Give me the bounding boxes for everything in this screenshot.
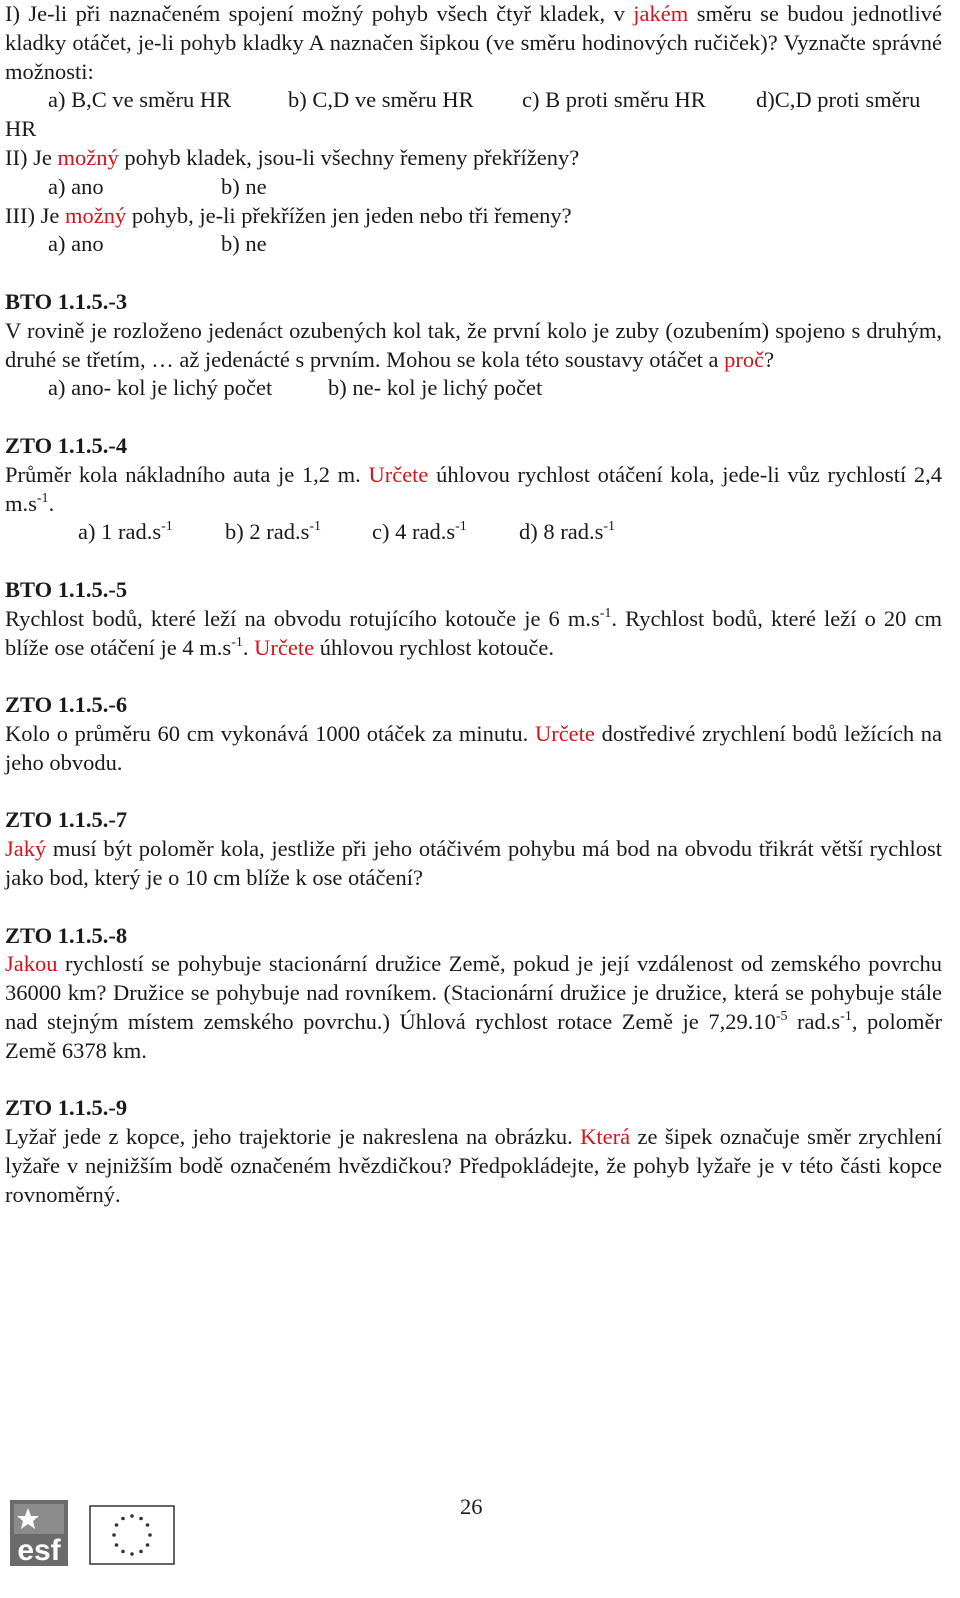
question-1-options xyxy=(5,86,942,115)
eu-stars-icon xyxy=(112,1514,152,1556)
exercise-heading: ZTO 1.1.5.-6 xyxy=(5,692,128,718)
exercise-heading: ZTO 1.1.5.-8 xyxy=(5,922,128,948)
option-a: a) B,C ve směru HR xyxy=(48,87,232,113)
exercise-text: Jakou rychlostí se pohybuje stacionární družice Země, pokud je její vzdálenost od zemského povrchu 36000 km? Družice se pohybuje nad rovníkem. (Stacionární družice je družice, která se pohybuje stále nad stejným místem zemského povrchu.) Úhlová rychlost rotace Země je $7,29.10^{-5}$ $rad.s^{-1}$, poloměr Země 6378 km. xyxy=(5,951,942,1063)
highlight-jakem: jakém xyxy=(633,1,689,26)
exercise-text: Lyžař jede z kopce, jeho trajektorie je nakreslena na obrázku. Která ze šipek označuje směr zrychlení lyžaře v nejnižším bodě označeném hvězdičkou? Předpokládejte, že pohyb lyžaře je v této části kopce rovnoměrný. xyxy=(5,1124,942,1207)
option-b: b) ne- kol je lichý počet xyxy=(328,375,543,401)
exercise-text: Jaký musí být poloměr kola, jestliže při jeho otáčivém pohybu má bod na obvodu třikrát větší rychlost jako bod, který je o 10 cm blíže k ose otáčení? xyxy=(5,836,942,890)
option-d: d)C,D proti směru xyxy=(756,87,921,113)
exercise-text: V rovině je rozloženo jedenáct ozubených kol tak, že první kolo je zuby (ozubením) spojeno s druhým, druhé se třetím, … až jedenácté s prvním. Mohou se kola této soustavy otáčet a proč? xyxy=(5,317,942,372)
question-2-text: II) Je možný pohyb kladek, jsou-li všechny řemeny překříženy? xyxy=(5,144,580,170)
option-c: c) B proti směru HR xyxy=(522,87,706,113)
question-3-options xyxy=(5,230,942,259)
question-1-text: I) Je-li při naznačeném spojení možný pohyb všech čtyř kladek, v jakém směru se budou jednotlivé kladky otáčet, je-li pohyb kladky A naznačen šipkou (ve směru hodinových ručiček)? Vyznačte správné možnosti: xyxy=(5,1,942,84)
exercise-text: Rychlost bodů, které leží na obvodu rotujícího kotouče je 6 $m.s^{-1}$. Rychlost bodů, které leží o 20 cm blíže ose otáčení je 4 $m.s^{-1}$. Určete úhlovou rychlost kotouče. xyxy=(5,605,942,660)
option-b: b) C,D ve směru HR xyxy=(288,87,474,113)
exercise-options xyxy=(5,518,942,547)
exercise-heading: ZTO 1.1.5.-9 xyxy=(5,1095,128,1121)
exercise-heading: BTO 1.1.5.-3 xyxy=(5,288,128,314)
exercise-options xyxy=(5,374,942,403)
footer-logos xyxy=(10,1498,180,1568)
option-d-continued: HR xyxy=(5,116,37,142)
option-a: a) ano xyxy=(48,173,104,199)
question-3-text: III) Je možný pohyb, je-li překřížen jen jeden nebo tři řemeny? xyxy=(5,202,572,228)
option-d: d) 8 $rad.s^{-1}$ xyxy=(519,519,616,545)
document-page xyxy=(5,0,942,1209)
exercise-text: Kolo o průměru 60 cm vykonává 1000 otáček za minutu. Určete dostředivé zrychlení bodů ležících na jeho obvodu. xyxy=(5,720,942,775)
option-b: b) ne xyxy=(221,173,267,199)
option-c: c) 4 $rad.s^{-1}$ xyxy=(372,519,467,545)
svg-text:esf: esf xyxy=(17,1534,61,1567)
option-a: a) ano xyxy=(48,231,104,257)
option-b: b) 2 $rad.s^{-1}$ xyxy=(225,519,322,545)
page-number: 26 xyxy=(460,1494,483,1519)
exercise-heading: ZTO 1.1.5.-4 xyxy=(5,432,128,458)
option-a: a) 1 $rad.s^{-1}$ xyxy=(78,519,173,545)
question-2-options xyxy=(5,173,942,202)
exercise-heading: ZTO 1.1.5.-7 xyxy=(5,807,128,833)
exercise-text: Průměr kola nákladního auta je 1,2 m. Určete úhlovou rychlost otáčení kola, jede-li vůz rychlostí 2,4 $m.s^{-1}$. xyxy=(5,461,942,516)
option-b: b) ne xyxy=(221,231,267,257)
option-a: a) ano- kol je lichý počet xyxy=(48,375,273,401)
exercise-heading: BTO 1.1.5.-5 xyxy=(5,576,128,602)
esf-logo xyxy=(10,1498,180,1568)
